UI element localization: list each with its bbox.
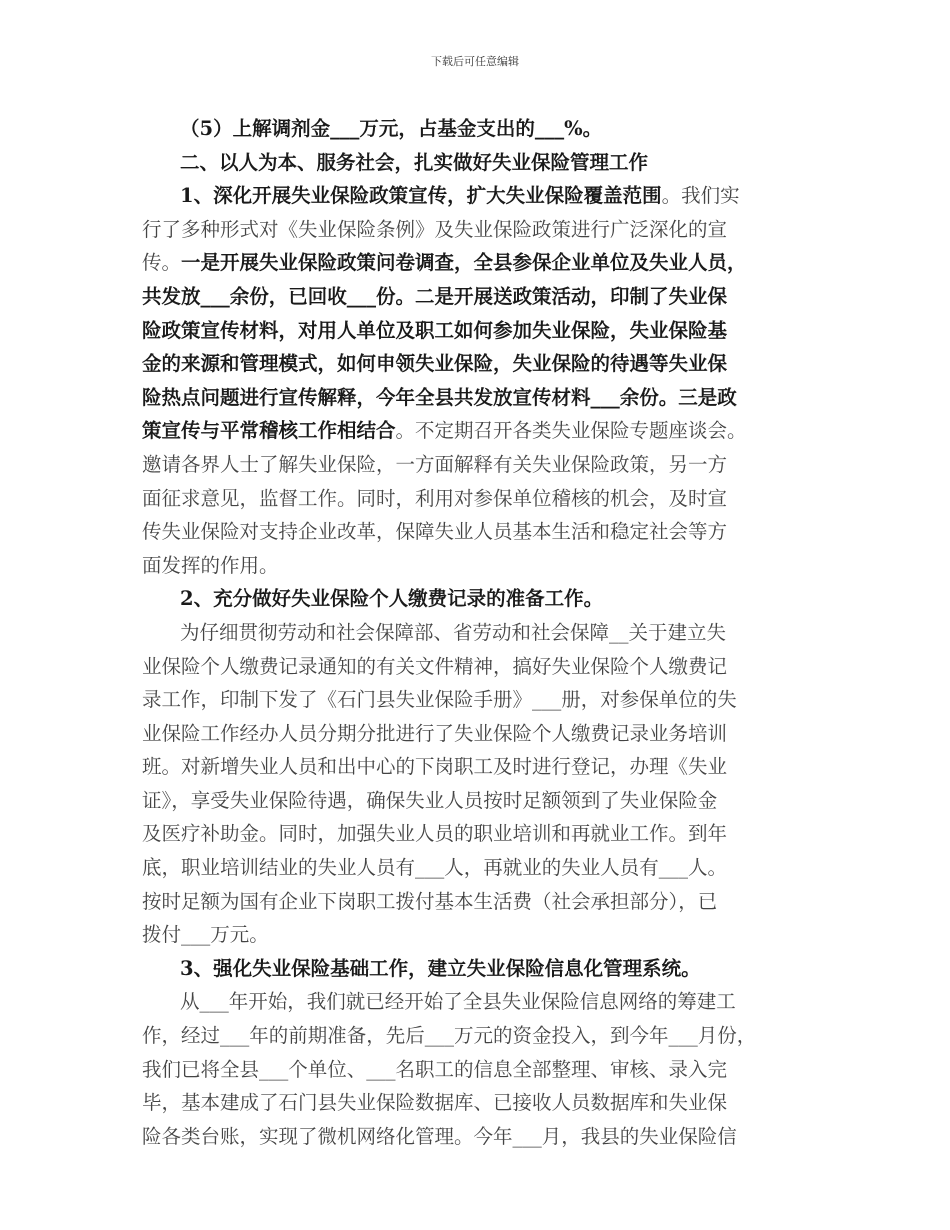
text-line [142,347,808,381]
text-run: 拨付___万元。 [142,923,269,947]
text-run: 毕，基本建成了石门县失业保险数据库、已接收人员数据库和失业保 [142,1091,728,1115]
text-line [142,784,808,818]
text-run: 3、强化失业保险基础工作，建立失业保险信息化管理系统。 [180,956,701,980]
text-run: 传失业保险对支持企业改革，保障失业人员基本生活和稳定社会等方 [142,520,728,544]
text-line [142,1086,808,1120]
text-line [142,885,808,919]
text-line [142,246,808,280]
text-run: 策宣传与平常稽核工作相结合 [142,419,396,443]
text-run: 证》，享受失业保险待遇，确保失业人员按时足额领到了失业保险金 [142,788,718,812]
text-run: 。不定期召开各类失业保险专题座谈会。 [395,419,747,443]
text-line [142,717,808,751]
text-line [142,213,808,247]
text-line [142,582,808,616]
text-run: 共发放___余份，已回收___份。二是开展送政策活动，印制了失业保 [142,284,728,308]
text-run: 录工作，印制下发了《石门县失业保险手册》___册，对参保单位的失 [142,688,737,712]
text-line [142,515,808,549]
text-run: 1、深化开展失业保险政策宣传，扩大失业保险覆盖范围 [180,184,662,208]
text-run: 面征求意见，监督工作。同时，利用对参保单位稽核的机会，及时宣 [142,486,728,510]
text-line [142,448,808,482]
text-line [142,179,808,213]
text-run: 班。对新增失业人员和出中心的下岗职工及时进行登记，办理《失业 [142,755,728,779]
text-line [142,650,808,684]
text-run: 作，经过___年的前期准备，先后___万元的资金投入，到今年___月份， [142,1024,757,1048]
text-line [142,750,808,784]
text-run: 业保险工作经办人员分期分批进行了失业保险个人缴费记录业务培训 [142,721,728,745]
text-line [142,616,808,650]
text-line [142,952,808,986]
text-line [142,851,808,885]
text-line [142,381,808,415]
text-line [142,817,808,851]
text-run: 传。 [142,251,182,275]
text-run: 业保险个人缴费记录通知的有关文件精神，搞好失业保险个人缴费记 [142,654,728,678]
text-line [142,482,808,516]
text-line [142,918,808,952]
text-run: 二、以人为本、服务社会，扎实做好失业保险管理工作 [180,150,649,174]
text-line [142,280,808,314]
text-run: 2、充分做好失业保险个人缴费记录的准备工作。 [180,587,604,611]
text-run: 我们已将全县___个单位、___名职工的信息全部整理、审核、录入完 [142,1057,728,1081]
text-run: 从___年开始，我们就已经开始了全县失业保险信息网络的筹建工 [180,990,736,1014]
text-run: 金的来源和管理模式，如何申领失业保险，失业保险的待遇等失业保 [142,352,728,376]
text-line [142,1120,808,1154]
text-run: 按时足额为国有企业下岗职工拨付基本生活费（社会承担部分），已 [142,889,718,913]
text-line [142,1053,808,1087]
text-run: 底，职业培训结业的失业人员有___人，再就业的失业人员有___人。 [142,856,728,880]
text-run: 行了多种形式对《失业保险条例》及失业保险政策进行广泛深化的宣 [142,217,728,241]
text-run: 险各类台账，实现了微机网络化管理。今年___月，我县的失业保险信 [142,1124,737,1148]
text-run: 险热点问题进行宣传解释，今年全县共发放宣传材料___余份。三是政 [142,385,737,409]
text-line [142,985,808,1019]
text-run: 面发挥的作用。 [142,553,279,577]
text-line [142,549,808,583]
text-line [142,683,808,717]
text-line [142,112,808,146]
text-line [142,1019,808,1053]
text-line [142,414,808,448]
text-run: （5）上解调剂金___万元，占基金支出的___%。 [180,117,603,140]
text-run: 为仔细贯彻劳动和社会保障部、省劳动和社会保障__关于建立失 [180,620,727,644]
text-run: 险政策宣传材料，对用人单位及职工如何参加失业保险，失业保险基 [142,318,728,342]
document-body [142,112,808,1153]
text-line [142,146,808,180]
text-run: 。我们实 [661,184,740,208]
text-run: 及医疗补助金。同时，加强失业人员的职业培训和再就业工作。到年 [142,822,728,846]
text-run: 一是开展失业保险政策问卷调查，全县参保企业单位及失业人员， [181,251,747,275]
text-run: 邀请各界人士了解失业保险，一方面解释有关失业保险政策，另一方 [142,452,728,476]
text-line [142,314,808,348]
page-header: 下载后可任意编辑 [431,55,519,68]
